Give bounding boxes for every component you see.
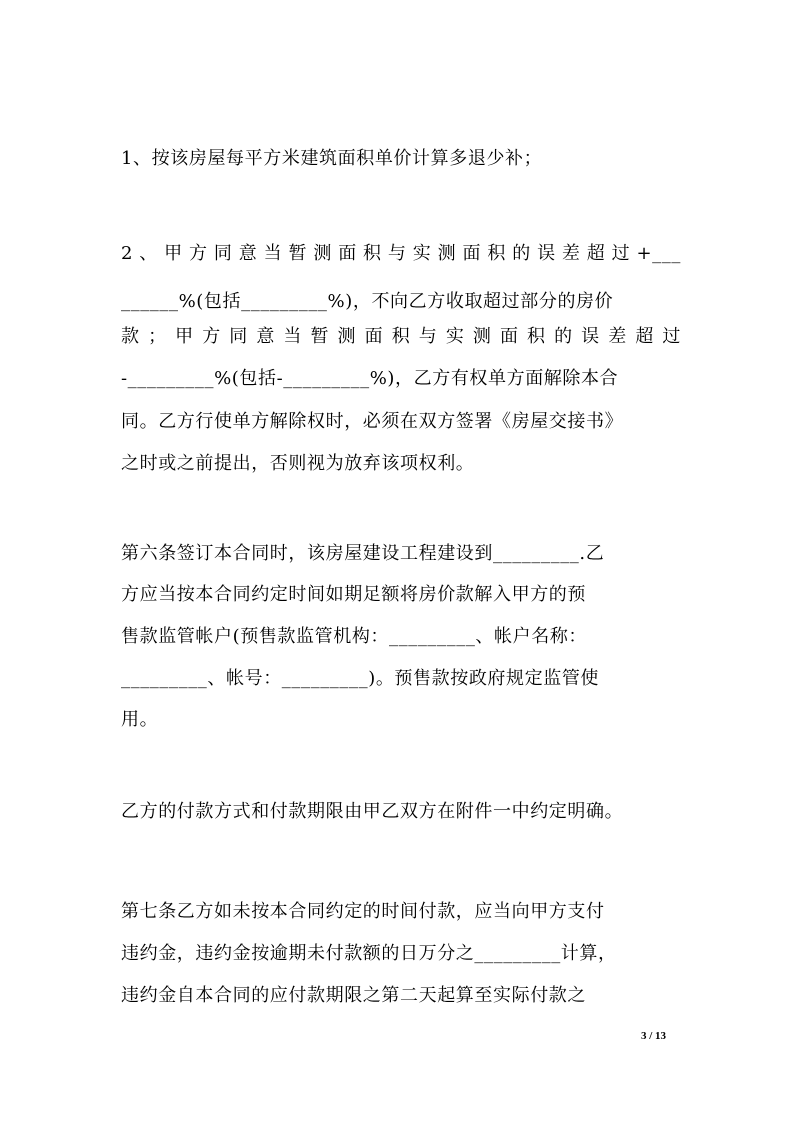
text-line-3: ______%(包括_________%)，不向乙方收取超过部分的房价 (121, 291, 614, 312)
text-line-7: 之时或之前提出，否则视为放弃该项权利。 (121, 453, 475, 474)
text-line-13: 乙方的付款方式和付款期限由甲乙双方在附件一中约定明确。 (121, 801, 624, 822)
text-line-15: 违约金，违约金按逾期未付款额的日万分之_________计算， (121, 943, 617, 964)
text-line-14: 第七条乙方如未按本合同约定的时间付款，应当向甲方支付 (121, 901, 605, 922)
text-line-4: 款；甲方同意当暂测面积与实测面积的误差超过 (121, 326, 681, 347)
text-line-6: 同。乙方行使单方解除权时，必须在双方签署《房屋交接书》 (121, 411, 624, 432)
text-line-9: 方应当按本合同约定时间如期足额将房价款解入甲方的预 (121, 584, 586, 605)
text-line-11: _________、帐号：_________)。预售款按政府规定监管使 (121, 668, 600, 689)
text-line-1: 1、按该房屋每平方米建筑面积单价计算多退少补； (121, 148, 543, 169)
text-line-2: 2、甲方同意当暂测面积与实测面积的误差超过+___ (121, 243, 681, 264)
text-line-16: 违约金自本合同的应付款期限之第二天起算至实际付款之 (121, 985, 586, 1006)
text-line-5: -_________%(包括-_________%)，乙方有权单方面解除本合 (121, 368, 619, 389)
text-line-12: 用。 (121, 709, 159, 730)
text-line-8: 第六条签订本合同时，该房屋建设工程建设到_________.乙 (121, 543, 605, 564)
page-number: 3 / 13 (640, 1030, 666, 1042)
text-line-10: 售款监管帐户(预售款监管机构：_________、帐户名称： (121, 626, 588, 647)
